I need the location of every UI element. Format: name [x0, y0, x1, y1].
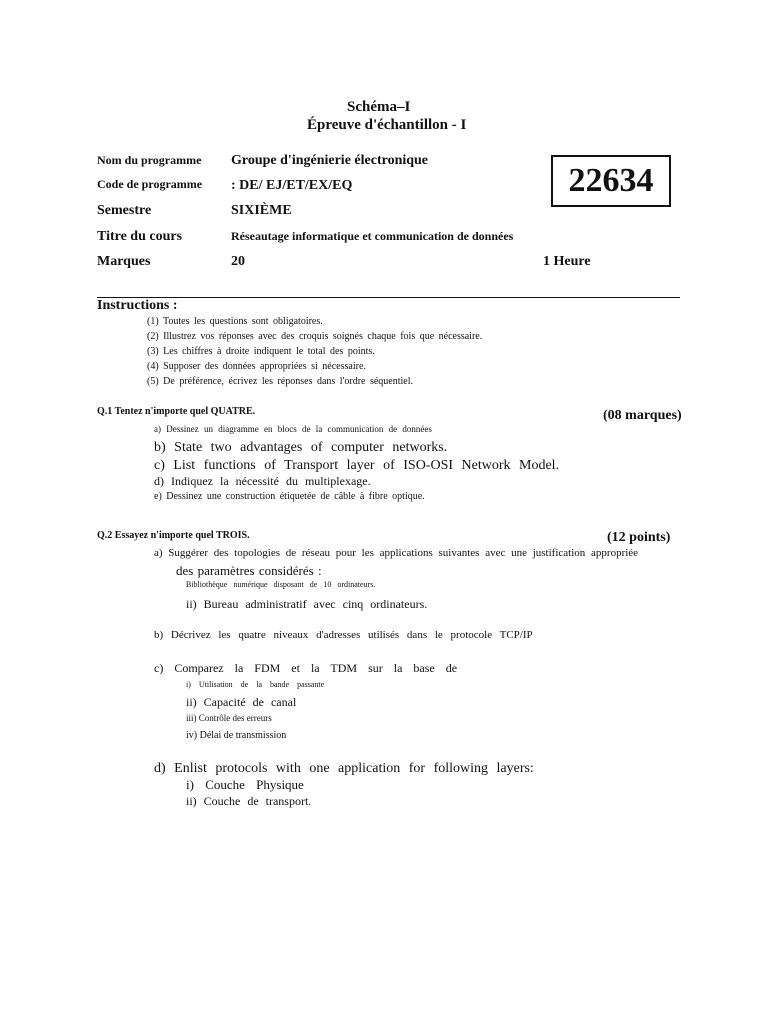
q2-item-c-iii: iii) Contrôle des erreurs — [186, 713, 272, 723]
q2-heading: Q.2 Essayez n'importe quel TROIS. — [97, 530, 250, 541]
q2-item-c: c) Comparez la FDM et la TDM sur la base de — [154, 661, 458, 675]
instruction-item: (3) Les chiffres à droite indiquent le total des points. — [147, 346, 375, 357]
course-code-box — [551, 155, 671, 207]
course-title-value: Réseautage informatique et communication de données — [231, 229, 514, 243]
q1-item-d: d) Indiquez la nécessité du multiplexage. — [154, 474, 371, 488]
instruction-item: (1) Toutes les questions sont obligatoires. — [147, 316, 323, 327]
instruction-item: (5) De préférence, écrivez les réponses dans l'ordre séquentiel. — [147, 376, 414, 387]
q1-item-e: e) Dessinez une construction étiquetée de câble à fibre optique. — [154, 491, 425, 502]
q2-item-d-i: i) Couche Physique — [186, 777, 304, 792]
q2-item-d-ii: ii) Couche de transport. — [186, 794, 312, 808]
q2-item-a: a) Suggérer des topologies de réseau pour les applications suivantes avec une justification appropriée — [154, 547, 639, 559]
header-divider — [97, 297, 680, 298]
q2-marks: (12 points) — [607, 530, 671, 545]
program-name-label: Nom du programme — [97, 153, 202, 167]
q2-item-b: b) Décrivez les quatre niveaux d'adresses utilisés dans le protocole TCP/IP — [154, 629, 533, 641]
q1-marks: (08 marques) — [603, 408, 682, 423]
instruction-item: (4) Supposer des données appropriées si nécessaire. — [147, 361, 366, 372]
q2-item-a-ii: ii) Bureau administratif avec cinq ordinateurs. — [186, 597, 428, 611]
course-title-label: Titre du cours — [97, 229, 183, 244]
instructions-heading: Instructions : — [97, 298, 178, 313]
q1-heading: Q.1 Tentez n'importe quel QUATRE. — [97, 406, 256, 417]
q1-item-a: a) Dessinez un diagramme en blocs de la communication de données — [154, 424, 432, 434]
q2-item-c-i: i) Utilisation de la bande passante — [186, 680, 325, 689]
q2-item-c-ii: ii) Capacité de canal — [186, 695, 297, 709]
q2-item-c-iv: iv) Délai de transmission — [186, 730, 287, 741]
scheme-title: Schéma–I — [347, 99, 411, 115]
marks-value: 20 — [231, 254, 245, 269]
instruction-item: (2) Illustrez vos réponses avec des croquis soignés chaque fois que nécessaire. — [147, 331, 483, 342]
program-code-value: : DE/ EJ/ET/EX/EQ — [231, 178, 353, 193]
semester-value: SIXIÈME — [231, 203, 292, 218]
q1-item-c: c) List functions of Transport layer of ISO-OSI Network Model. — [154, 458, 560, 473]
duration: 1 Heure — [543, 254, 591, 269]
q2-item-d: d) Enlist protocols with one application for following layers: — [154, 761, 534, 776]
semester-label: Semestre — [97, 203, 152, 218]
marks-label: Marques — [97, 254, 151, 269]
q2-item-a-cont: des paramètres considérés : — [176, 563, 322, 578]
program-code-label: Code de programme — [97, 177, 203, 191]
q2-item-a-i: Bibliothèque numérique disposant de 10 ordinateurs. — [186, 580, 376, 589]
exam-subtitle: Épreuve d'échantillon - I — [307, 117, 467, 133]
q1-item-b: b) State two advantages of computer networks. — [154, 440, 448, 455]
program-name-value: Groupe d'ingénierie électronique — [231, 153, 429, 168]
course-code: 22634 — [568, 162, 654, 199]
